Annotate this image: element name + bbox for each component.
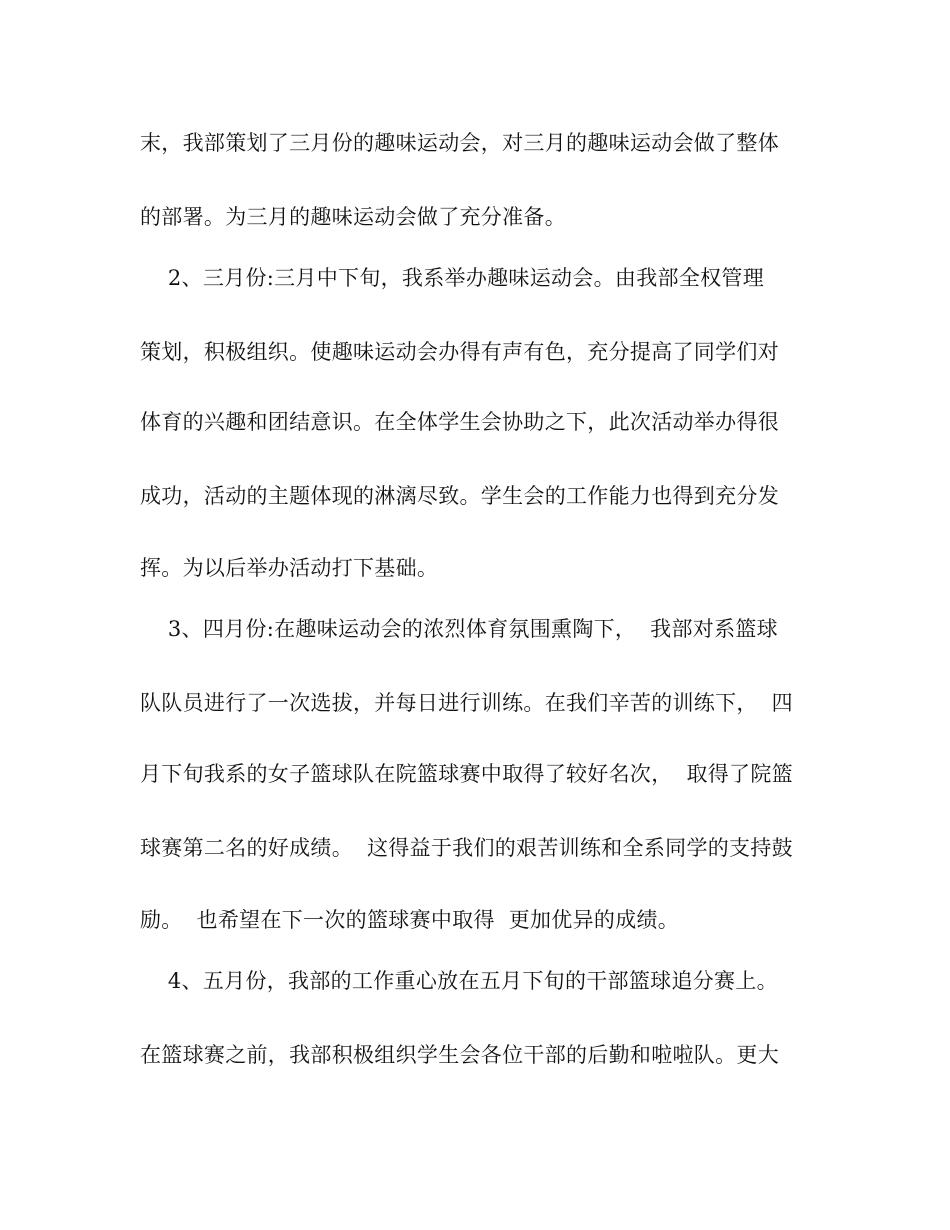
text-line: 在篮球赛之前，我部积极组织学生会各位干部的后勤和啦啦队。更大 [140,1043,779,1067]
text-line: 3、四月份:在趣味运动会的浓烈体育氛围熏陶下， 我部对系篮球 [140,617,778,641]
text-line: 挥。为以后举办活动打下基础。 [140,556,439,580]
text-line: 策划，积极组织。使趣味运动会办得有声有色，充分提高了同学们对 [140,340,779,364]
text-line: 2、三月份:三月中下旬，我系举办趣味运动会。由我部全权管理 [140,266,765,290]
text-line: 球赛第二名的好成绩。 这得益于我们的艰苦训练和全系同学的支持鼓 [140,836,793,860]
text-line: 4、五月份，我部的工作重心放在五月下旬的干部篮球追分赛上。 [140,969,778,993]
text-line: 励。 也希望在下一次的篮球赛中取得 更加优异的成绩。 [140,908,680,932]
text-line: 末，我部策划了三月份的趣味运动会，对三月的趣味运动会做了整体 [140,131,779,155]
text-line: 的部署。为三月的趣味运动会做了充分准备。 [140,205,566,229]
text-line: 队队员进行了一次选拔，并每日进行训练。在我们辛苦的训练下， 四 [140,691,793,715]
text-line: 成功，活动的主题体现的淋漓尽致。学生会的工作能力也得到充分发 [140,484,779,508]
text-line: 体育的兴趣和团结意识。在全体学生会协助之下，此次活动举办得很 [140,410,779,434]
text-line: 月下旬我系的女子篮球队在院篮球赛中取得了较好名次， 取得了院篮 [140,762,793,786]
